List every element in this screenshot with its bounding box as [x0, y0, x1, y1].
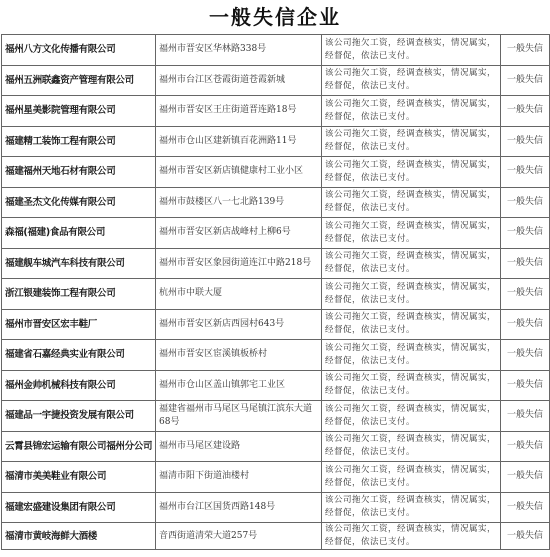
enterprise-name-cell: 福州五洲联鑫资产管理有限公司	[2, 65, 156, 96]
enterprise-name-cell: 福清市美美鞋业有限公司	[2, 462, 156, 493]
address-cell: 福州市晋安区象园街道连江中路218号	[156, 248, 322, 279]
enterprise-name-cell: 福建舰车城汽车科技有限公司	[2, 248, 156, 279]
violation-description-cell: 该公司拖欠工资，经调查核实，情况属实，经督促，依法已支付。	[322, 431, 501, 462]
credit-type-cell: 一般失信	[501, 462, 550, 493]
table-row	[2, 187, 550, 218]
address-cell: 福州市晋安区新店镇健康村工业小区	[156, 157, 322, 188]
table-row	[2, 309, 550, 340]
page-title: 一般失信企业	[209, 5, 341, 29]
enterprise-name-cell: 云霄县锦宏运输有限公司福州分公司	[2, 431, 156, 462]
credit-type-cell: 一般失信	[501, 187, 550, 218]
violation-description-cell: 该公司拖欠工资，经调查核实，情况属实，经督促，依法已支付。	[322, 309, 501, 340]
address-cell: 福州市鼓楼区八一七北路139号	[156, 187, 322, 218]
table-row	[2, 492, 550, 523]
table-row	[2, 462, 550, 493]
address-cell: 福州市晋安区宦溪镇板桥村	[156, 340, 322, 371]
table-row	[2, 126, 550, 157]
address-cell: 福州市仓山区盖山镇郭宅工业区	[156, 370, 322, 401]
violation-description-cell: 该公司拖欠工资，经调查核实，情况属实，经督促，依法已支付。	[322, 65, 501, 96]
address-cell: 福州市台江区国货西路148号	[156, 492, 322, 523]
enterprise-name-cell: 福州市晋安区宏丰鞋厂	[2, 309, 156, 340]
address-cell: 福建省福州市马尾区马尾镇江滨东大道68号	[156, 401, 322, 432]
credit-type-cell: 一般失信	[501, 309, 550, 340]
credit-type-cell: 一般失信	[501, 218, 550, 249]
table-row	[2, 370, 550, 401]
address-cell: 福州市台江区苍霞街道苍霞新城	[156, 65, 322, 96]
credit-type-cell: 一般失信	[501, 35, 550, 66]
violation-description-cell: 该公司拖欠工资，经调查核实，情况属实，经督促，依法已支付。	[322, 35, 501, 66]
violation-description-cell: 该公司拖欠工资，经调查核实，情况属实，经督促，依法已支付。	[322, 492, 501, 523]
address-cell: 福州市晋安区王庄街道晋连路18号	[156, 96, 322, 127]
enterprise-name-cell: 浙江银建装饰工程有限公司	[2, 279, 156, 310]
credit-type-cell: 一般失信	[501, 96, 550, 127]
enterprise-name-cell: 森福(福建)食品有限公司	[2, 218, 156, 249]
address-cell: 音西街道清荣大道257号	[156, 523, 322, 550]
credit-type-cell: 一般失信	[501, 492, 550, 523]
enterprise-name-cell: 福州八方文化传播有限公司	[2, 35, 156, 66]
enterprise-name-cell: 福建福州天地石材有限公司	[2, 157, 156, 188]
violation-description-cell: 该公司拖欠工资，经调查核实，情况属实，经督促，依法已支付。	[322, 370, 501, 401]
violation-description-cell: 该公司拖欠工资，经调查核实，情况属实，经督促，依法已支付。	[322, 340, 501, 371]
violation-description-cell: 该公司拖欠工资，经调查核实，情况属实，经督促，依法已支付。	[322, 126, 501, 157]
violation-description-cell: 该公司拖欠工资，经调查核实，情况属实，经督促，依法已支付。	[322, 523, 501, 550]
table-row	[2, 431, 550, 462]
credit-type-cell: 一般失信	[501, 340, 550, 371]
table-row	[2, 340, 550, 371]
credit-type-cell: 一般失信	[501, 126, 550, 157]
credit-type-cell: 一般失信	[501, 157, 550, 188]
table-row	[2, 523, 550, 550]
violation-description-cell: 该公司拖欠工资，经调查核实，情况属实，经督促，依法已支付。	[322, 157, 501, 188]
violation-description-cell: 该公司拖欠工资，经调查核实，情况属实，经督促，依法已支付。	[322, 248, 501, 279]
untrustworthy-enterprise-table	[1, 34, 550, 550]
address-cell: 福清市阳下街道油楼村	[156, 462, 322, 493]
address-cell: 杭州市中联大厦	[156, 279, 322, 310]
enterprise-name-cell: 福建圣杰文化传媒有限公司	[2, 187, 156, 218]
credit-type-cell: 一般失信	[501, 370, 550, 401]
table-body	[2, 35, 550, 550]
enterprise-name-cell: 福建省石嘉经典实业有限公司	[2, 340, 156, 371]
credit-type-cell: 一般失信	[501, 279, 550, 310]
address-cell: 福州市晋安区新店西园村643号	[156, 309, 322, 340]
enterprise-name-cell: 福建宏盛建设集团有限公司	[2, 492, 156, 523]
table-row	[2, 35, 550, 66]
credit-type-cell: 一般失信	[501, 65, 550, 96]
address-cell: 福州市马尾区建设路	[156, 431, 322, 462]
enterprise-name-cell: 福州金帅机械科技有限公司	[2, 370, 156, 401]
violation-description-cell: 该公司拖欠工资，经调查核实，情况属实，经督促，依法已支付。	[322, 279, 501, 310]
enterprise-name-cell: 福建品一宇捷投资发展有限公司	[2, 401, 156, 432]
violation-description-cell: 该公司拖欠工资，经调查核实，情况属实，经督促，依法已支付。	[322, 96, 501, 127]
address-cell: 福州市晋安区华林路338号	[156, 35, 322, 66]
table-row	[2, 96, 550, 127]
address-cell: 福州市仓山区建新镇百花洲路11号	[156, 126, 322, 157]
violation-description-cell: 该公司拖欠工资，经调查核实，情况属实，经督促，依法已支付。	[322, 187, 501, 218]
address-cell: 福州市晋安区新店战峰村上柳6号	[156, 218, 322, 249]
table-row	[2, 248, 550, 279]
credit-type-cell: 一般失信	[501, 248, 550, 279]
enterprise-name-cell: 福建精工装饰工程有限公司	[2, 126, 156, 157]
violation-description-cell: 该公司拖欠工资，经调查核实，情况属实，经督促，依法已支付。	[322, 462, 501, 493]
credit-type-cell: 一般失信	[501, 401, 550, 432]
table-row	[2, 279, 550, 310]
table-row	[2, 157, 550, 188]
table-row	[2, 401, 550, 432]
violation-description-cell: 该公司拖欠工资，经调查核实，情况属实，经督促，依法已支付。	[322, 401, 501, 432]
enterprise-name-cell: 福州星美影院管理有限公司	[2, 96, 156, 127]
credit-type-cell: 一般失信	[501, 431, 550, 462]
credit-type-cell: 一般失信	[501, 523, 550, 550]
table-row	[2, 65, 550, 96]
table-row	[2, 218, 550, 249]
violation-description-cell: 该公司拖欠工资，经调查核实，情况属实，经督促，依法已支付。	[322, 218, 501, 249]
enterprise-name-cell: 福清市黄岐海鲜大酒楼	[2, 523, 156, 550]
